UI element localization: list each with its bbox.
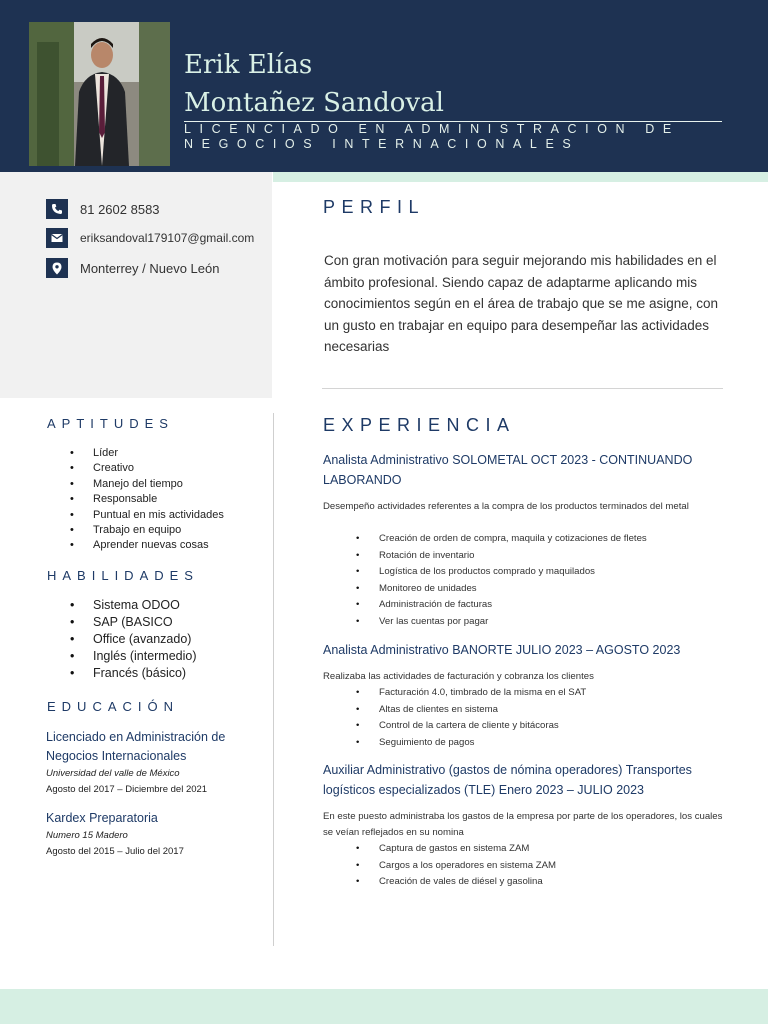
list-item: • Seguimiento de pagos <box>379 735 586 752</box>
list-item: • Aprender nuevas cosas <box>93 538 224 553</box>
email-icon <box>46 228 68 248</box>
list-item: • Office (avanzado) <box>93 631 197 648</box>
list-item: • Administración de facturas <box>379 597 647 614</box>
list-item: • Inglés (intermedio) <box>93 648 197 665</box>
list-item: • Manejo del tiempo <box>93 477 224 492</box>
location-pin-icon <box>46 258 68 278</box>
job-tasks <box>379 841 556 891</box>
contact-phone <box>46 198 160 220</box>
job-description: Desempeño actividades referentes a la compra de los productos terminados del metal <box>323 501 689 512</box>
list-item: • Logística de los productos comprado y maquilados <box>379 564 647 581</box>
accent-strip <box>273 172 768 182</box>
list-item: • Cargos a los operadores en sistema ZAM <box>379 858 556 875</box>
education-dates: Agosto del 2017 – Diciembre del 2021 <box>46 784 208 795</box>
phone-number[interactable]: 81 2602 8583 <box>80 201 160 217</box>
experiencia-heading: EXPERIENCIA <box>323 415 516 435</box>
header-banner <box>0 0 768 172</box>
list-item: • Responsable <box>93 492 224 507</box>
profile-summary: Con gran motivación para seguir mejorando mis habilidades en el ámbito profesional. Siendo capaz de adaptarme aplicando mis conocimientos según en el área de trabajo que se me asigne, con un gusto en trabajar en equipo para desempeñar las actividades necesarias <box>324 253 719 354</box>
list-item: • Trabajo en equipo <box>93 523 224 538</box>
educacion-heading: EDUCACIÓN <box>47 699 180 714</box>
list-item: • Altas de clientes en sistema <box>379 702 586 719</box>
profile-photo <box>29 22 170 166</box>
habilidades-list <box>93 597 197 682</box>
education-dates: Agosto del 2015 – Julio del 2017 <box>46 846 184 857</box>
location-text: Monterrey / Nuevo León <box>80 260 220 276</box>
list-item: • Control de la cartera de cliente y bitácoras <box>379 718 586 735</box>
column-divider <box>273 413 274 946</box>
perfil-heading: PERFIL <box>323 197 426 217</box>
list-item: • Puntual en mis actividades <box>93 508 224 523</box>
list-item: • Ver las cuentas por pagar <box>379 614 647 631</box>
habilidades-heading: HABILIDADES <box>47 568 199 583</box>
education-degree: Licenciado en Administración de Negocios Internacionales <box>46 730 226 763</box>
job-description: Realizaba las actividades de facturación y cobranza los clientes <box>323 671 594 682</box>
job-title: Analista Administrativo BANORTE JULIO 2023 – AGOSTO 2023 <box>323 643 681 657</box>
list-item: • Creativo <box>93 461 224 476</box>
name-first: Erik Elías <box>184 50 313 80</box>
contact-location <box>46 257 219 279</box>
professional-title-line1: LICENCIADO EN ADMINISTRACION DE <box>184 122 680 136</box>
list-item: • Sistema ODOO <box>93 597 197 614</box>
job-tasks <box>379 685 586 751</box>
aptitudes-list <box>93 446 224 554</box>
list-item: • Líder <box>93 446 224 461</box>
education-school: Numero 15 Madero <box>46 830 128 841</box>
aptitudes-heading: APTITUDES <box>47 416 174 431</box>
job-description: En este puesto administraba los gastos de la empresa por parte de los operadores, los cuales se veían reflejados en su nomina <box>323 811 723 838</box>
email-address[interactable]: eriksandoval179107@gmail.com <box>80 231 255 245</box>
footer-band <box>0 989 768 1024</box>
list-item: • Creación de orden de compra, maquila y cotizaciones de fletes <box>379 531 647 548</box>
list-item: • Francés (básico) <box>93 665 197 682</box>
education-school: Universidad del valle de México <box>46 768 180 779</box>
section-divider <box>322 388 723 389</box>
education-degree: Kardex Preparatoria <box>46 811 158 825</box>
list-item: • Monitoreo de unidades <box>379 581 647 598</box>
list-item: • Creación de vales de diésel y gasolina <box>379 874 556 891</box>
list-item: • Facturación 4.0, timbrado de la misma en el SAT <box>379 685 586 702</box>
list-item: • Captura de gastos en sistema ZAM <box>379 841 556 858</box>
phone-icon <box>46 199 68 219</box>
job-title: Analista Administrativo SOLOMETAL OCT 2023 - CONTINUANDO LABORANDO <box>323 453 693 487</box>
professional-title-line2: NEGOCIOS INTERNACIONALES <box>184 137 580 151</box>
list-item: • SAP (BASICO <box>93 614 197 631</box>
job-title: Auxiliar Administrativo (gastos de nómina operadores) Transportes logísticos especializados (TLE) Enero 2023 – JULIO 2023 <box>323 763 692 797</box>
name-last: Montañez Sandoval <box>184 88 444 118</box>
list-item: • Rotación de inventario <box>379 548 647 565</box>
contact-email <box>46 227 254 249</box>
job-tasks <box>379 531 647 630</box>
